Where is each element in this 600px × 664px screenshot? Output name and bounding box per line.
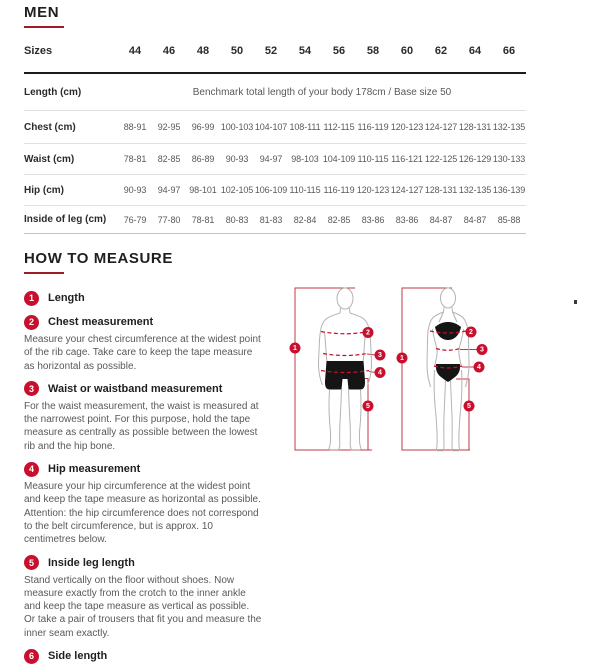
svg-text:4: 4 — [378, 369, 382, 377]
table-cell: 78-81 — [123, 154, 147, 164]
table-cell: 100-103 — [220, 122, 254, 132]
bra-silhouette — [435, 322, 461, 340]
row-label: Waist (cm) — [24, 153, 75, 165]
measure-item-side-length: 6 Side length — [24, 648, 274, 664]
table-cell: 98-103 — [291, 154, 319, 164]
measure-item-text: For the waist measurement, the waist is measured at the narrowest point. For this purpose, hold the tape measure as centrally as possible between the lowest rib and the hip bone. — [24, 400, 259, 452]
table-cell: 94-97 — [259, 154, 283, 164]
size-column-header: 62 — [434, 45, 448, 57]
measure-item-inside-leg: 5 Inside leg length — [24, 555, 274, 571]
number-badge-icon: 4 — [24, 462, 39, 477]
measure-item-hip: 4 Hip measurement — [24, 461, 274, 477]
row-label: Inside of leg (cm) — [24, 214, 107, 225]
table-cell: 110-115 — [289, 185, 321, 195]
table-cell: 122-125 — [424, 154, 458, 164]
size-column-header: 52 — [264, 45, 278, 57]
table-cell: 84-87 — [463, 214, 487, 225]
size-column-header: 56 — [332, 45, 346, 57]
table-row-length — [24, 74, 526, 111]
table-cell: 82-85 — [157, 154, 181, 164]
size-column-header: 50 — [230, 45, 244, 57]
table-cell: 90-93 — [225, 154, 249, 164]
measure-item-chest: 2 Chest measurement — [24, 314, 274, 330]
size-column-header: 64 — [468, 45, 482, 57]
table-cell: 80-83 — [225, 214, 249, 225]
number-badge-icon: 6 — [24, 649, 39, 664]
table-cell: 112-115 — [323, 122, 355, 132]
table-cell: 83-86 — [361, 214, 385, 225]
table-cell: 124-127 — [424, 122, 458, 132]
table-cell: 136-139 — [492, 185, 526, 195]
table-cell: 86-89 — [191, 154, 215, 164]
table-cell: 81-83 — [259, 214, 283, 225]
size-column-header: 54 — [298, 45, 312, 57]
table-cell: 83-86 — [395, 214, 419, 225]
table-cell: 104-107 — [254, 122, 288, 132]
table-row-chest — [24, 111, 526, 144]
table-cell: 116-119 — [357, 122, 389, 132]
table-cell: 85-88 — [497, 214, 521, 225]
table-cell: 98-101 — [189, 185, 217, 195]
size-column-header: 46 — [162, 45, 176, 57]
how-to-measure-title: HOW TO MEASURE — [24, 250, 173, 267]
table-row-hip — [24, 175, 526, 206]
svg-text:3: 3 — [378, 351, 382, 359]
svg-text:1: 1 — [400, 354, 404, 362]
table-cell: 120-123 — [356, 185, 390, 195]
table-cell: 84-87 — [429, 214, 453, 225]
measure-instructions-list — [24, 290, 274, 664]
svg-text:1: 1 — [293, 344, 297, 352]
table-cell: 76-79 — [123, 214, 147, 225]
table-row-inside-leg — [24, 206, 526, 234]
measure-item-text: Measure your chest circumference at the widest point of the rib cage. Take care to keep the tape measure as horizontal as possible. — [24, 334, 261, 372]
measure-item-length: 1 Length — [24, 290, 274, 306]
table-cell: 78-81 — [191, 214, 215, 225]
table-row-waist — [24, 144, 526, 175]
number-badge-icon: 5 — [24, 555, 39, 570]
row-label: Length (cm) — [24, 86, 82, 98]
sizes-header-label: Sizes — [24, 45, 53, 57]
table-cell: 96-99 — [191, 122, 215, 132]
size-column-header: 66 — [502, 45, 516, 57]
svg-text:5: 5 — [467, 402, 471, 410]
table-cell: 108-111 — [289, 122, 321, 132]
table-cell: 102-105 — [220, 185, 254, 195]
table-cell: 128-131 — [458, 122, 492, 132]
table-cell: 132-135 — [458, 185, 492, 195]
number-badge-icon: 2 — [24, 315, 39, 330]
table-cell: 132-135 — [492, 122, 526, 132]
female-figure-diagram — [392, 282, 502, 457]
number-badge-icon: 3 — [24, 381, 39, 396]
svg-text:2: 2 — [469, 328, 473, 336]
size-table-header-row — [24, 30, 526, 74]
table-cell: 88-91 — [123, 122, 147, 132]
page-title: MEN — [24, 4, 60, 21]
number-badge-icon: 1 — [24, 291, 39, 306]
table-cell: 110-115 — [357, 154, 389, 164]
table-cell: 94-97 — [157, 185, 181, 195]
size-column-header: 60 — [400, 45, 414, 57]
measure-item-text: Stand vertically on the floor without shoes. Now measure exactly from the crotch to the inner ankle and keep the tape measure as vertical as possible. Or take a pair of trousers that fit you and measure the inner seam exactly. — [24, 574, 262, 639]
row-label: Hip (cm) — [24, 184, 64, 196]
table-cell: 120-123 — [390, 122, 424, 132]
how-to-measure-underline — [24, 272, 64, 274]
size-column-header: 48 — [196, 45, 210, 57]
row-label: Chest (cm) — [24, 121, 76, 133]
table-cell: 124-127 — [390, 185, 424, 195]
table-cell: 82-85 — [327, 214, 351, 225]
length-benchmark-note: Benchmark total length of your body 178cm / Base size 50 — [192, 86, 452, 98]
table-cell: 106-109 — [254, 185, 288, 195]
svg-text:3: 3 — [480, 346, 484, 354]
svg-text:5: 5 — [366, 402, 370, 410]
title-underline — [24, 26, 64, 28]
table-cell: 92-95 — [157, 122, 181, 132]
table-cell: 116-119 — [323, 185, 355, 195]
stray-mark — [574, 300, 577, 304]
table-cell: 130-133 — [492, 154, 526, 164]
measure-item-waist: 3 Waist or waistband measurement — [24, 381, 274, 397]
male-figure-diagram — [276, 282, 386, 457]
svg-text:2: 2 — [366, 329, 370, 337]
table-cell: 116-121 — [391, 154, 423, 164]
size-column-header: 44 — [128, 45, 142, 57]
table-cell: 126-129 — [458, 154, 492, 164]
size-column-header: 58 — [366, 45, 380, 57]
measure-item-text: Measure your hip circumference at the widest point and keep the tape measure as horizontal as possible. Attention: the hip circumference does not correspond to the belt circumference, but is approx. 10 centimetres below. — [24, 481, 261, 546]
shorts-silhouette — [325, 361, 365, 390]
size-table — [24, 30, 526, 234]
table-cell: 90-93 — [123, 185, 147, 195]
table-cell: 77-80 — [157, 214, 181, 225]
table-cell: 104-109 — [322, 154, 356, 164]
table-cell: 128-131 — [424, 185, 458, 195]
svg-text:4: 4 — [477, 363, 481, 371]
table-cell: 82-84 — [293, 214, 317, 225]
